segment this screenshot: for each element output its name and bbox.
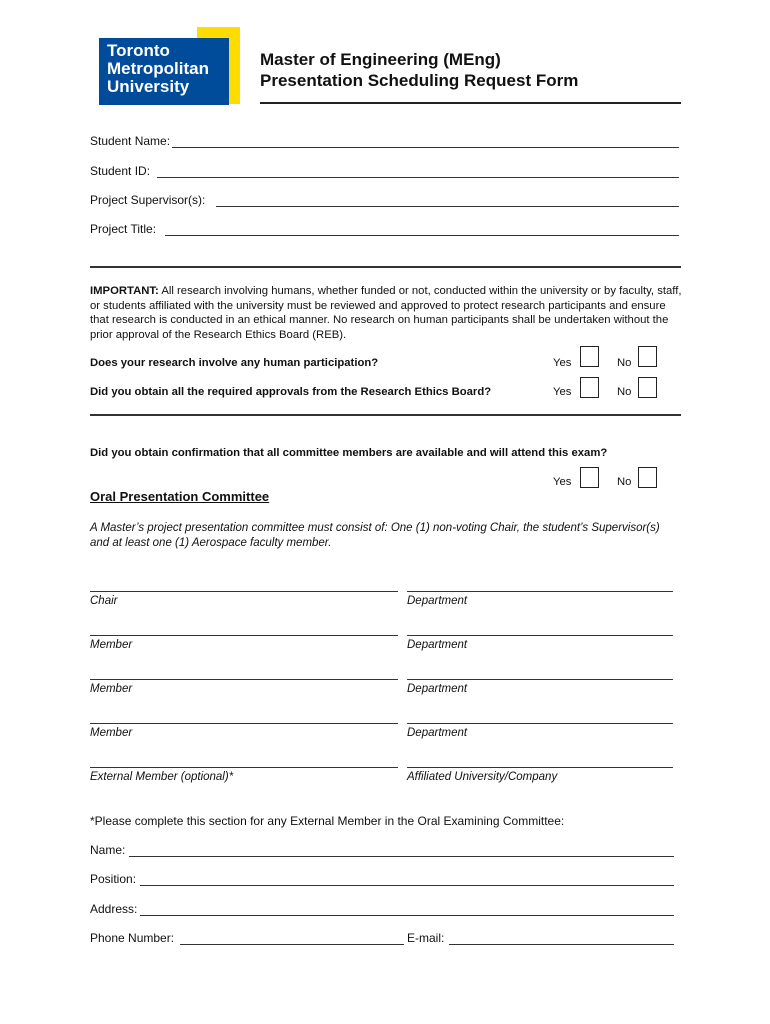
department-label: Department: [407, 595, 468, 607]
member-label: Member: [90, 639, 133, 651]
yes-label: Yes: [553, 357, 572, 369]
external-name-field[interactable]: [129, 856, 674, 857]
external-email-field[interactable]: [449, 944, 674, 945]
logo-line-3: University: [107, 77, 190, 96]
human-participation-no-checkbox[interactable]: [638, 346, 657, 367]
ethics-notice-heading: IMPORTANT:: [90, 285, 159, 297]
student-name-label: Student Name:: [90, 134, 171, 148]
external-member-field[interactable]: [90, 767, 398, 768]
no-label: No: [617, 357, 632, 369]
address-label: Address:: [90, 902, 138, 916]
student-id-field[interactable]: [157, 177, 679, 178]
project-title-field[interactable]: [165, 235, 679, 236]
project-supervisor-field[interactable]: [216, 206, 679, 207]
yes-label: Yes: [553, 476, 572, 488]
member-label: Member: [90, 727, 133, 739]
chair-label: Chair: [90, 595, 118, 607]
reb-approval-no-checkbox[interactable]: [638, 377, 657, 398]
position-label: Position:: [90, 872, 137, 886]
external-address-field[interactable]: [140, 915, 674, 916]
email-label: E-mail:: [407, 931, 445, 945]
chair-department-field[interactable]: [407, 591, 673, 592]
committee-availability-yes-checkbox[interactable]: [580, 467, 599, 488]
question-committee-availability: Did you obtain confirmation that all committee members are available and will attend this exam?: [90, 447, 608, 459]
affiliated-university-label: Affiliated University/Company: [407, 771, 558, 783]
department-label: Department: [407, 639, 468, 651]
member-3-field[interactable]: [90, 723, 398, 724]
logo-line-1: Toronto: [107, 41, 170, 60]
department-label: Department: [407, 683, 468, 695]
reb-approval-yes-checkbox[interactable]: [580, 377, 599, 398]
external-member-note: *Please complete this section for any External Member in the Oral Examining Committee:: [90, 814, 565, 828]
no-label: No: [617, 386, 632, 398]
no-label: No: [617, 476, 632, 488]
member-1-field[interactable]: [90, 635, 398, 636]
student-name-field[interactable]: [172, 147, 679, 148]
question-reb-approval: Did you obtain all the required approvals from the Research Ethics Board?: [90, 386, 492, 398]
member-3-department-field[interactable]: [407, 723, 673, 724]
affiliated-university-field[interactable]: [407, 767, 673, 768]
chair-field[interactable]: [90, 591, 398, 592]
section-divider-2: [90, 414, 681, 416]
question-human-participation: Does your research involve any human participation?: [90, 357, 379, 369]
project-title-label: Project Title:: [90, 222, 157, 236]
project-supervisor-label: Project Supervisor(s):: [90, 193, 206, 207]
student-id-label: Student ID:: [90, 164, 151, 178]
yes-label: Yes: [553, 386, 572, 398]
committee-section-title: Oral Presentation Committee: [90, 489, 270, 504]
university-logo-text: [107, 42, 209, 96]
committee-availability-no-checkbox[interactable]: [638, 467, 657, 488]
title-divider: [260, 102, 681, 104]
form-title-line-2: Presentation Scheduling Request Form: [260, 71, 579, 90]
name-label: Name:: [90, 843, 126, 857]
external-member-label: External Member (optional)*: [90, 771, 234, 783]
ethics-notice-text: All research involving humans, whether funded or not, conducted within the university or by faculty, staff, or students affiliated with the university must be reviewed and approved to protect research participants and ensure that research is conducted in an ethical manner. No research on human participants shall be undertaken without the prior approval of the Research Ethics Board (REB).: [90, 285, 682, 341]
member-label: Member: [90, 683, 133, 695]
section-divider-1: [90, 266, 681, 268]
external-position-field[interactable]: [140, 885, 674, 886]
form-title-line-1: Master of Engineering (MEng): [260, 50, 501, 69]
human-participation-yes-checkbox[interactable]: [580, 346, 599, 367]
department-label: Department: [407, 727, 468, 739]
ethics-notice: [90, 284, 686, 342]
member-2-department-field[interactable]: [407, 679, 673, 680]
form-title: [260, 49, 578, 91]
member-2-field[interactable]: [90, 679, 398, 680]
phone-label: Phone Number:: [90, 931, 175, 945]
committee-description: A Master’s project presentation committee must consist of: One (1) non-voting Chair, the student’s Supervisor(s) and at least one (1) Aerospace faculty member.: [90, 522, 660, 549]
member-1-department-field[interactable]: [407, 635, 673, 636]
logo-line-2: Metropolitan: [107, 59, 209, 78]
external-phone-field[interactable]: [180, 944, 404, 945]
